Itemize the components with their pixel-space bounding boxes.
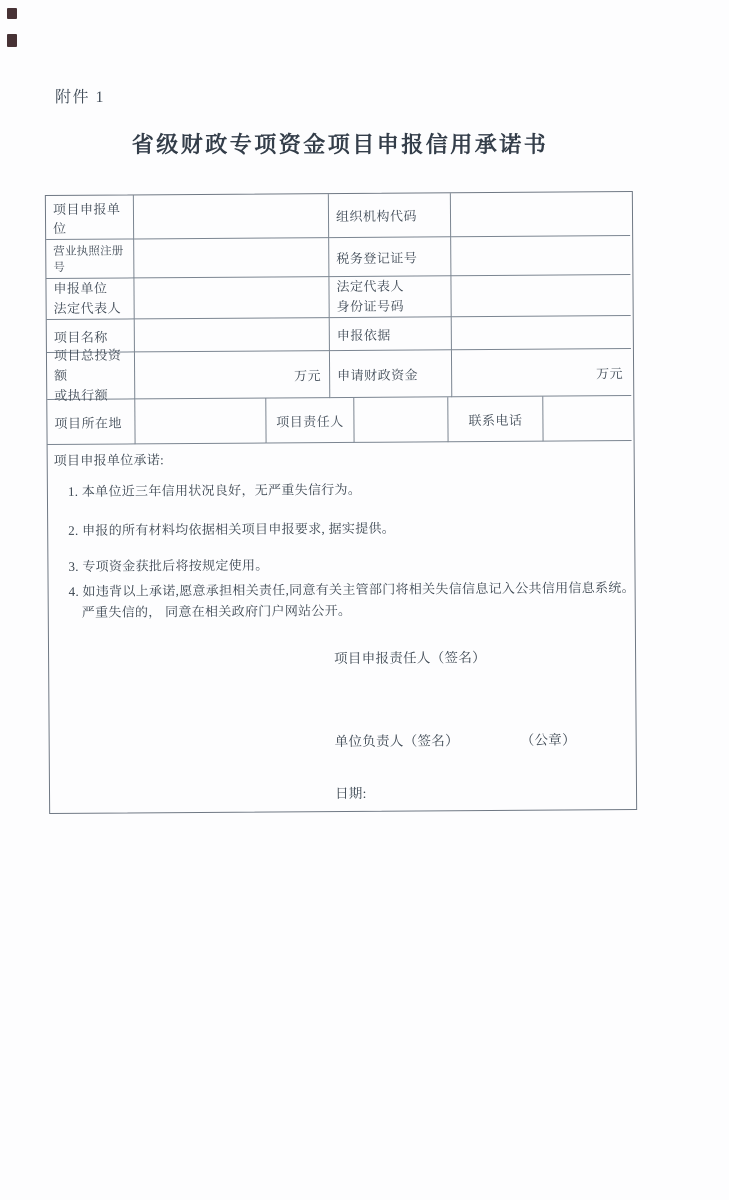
label-line: 法定代表人 xyxy=(53,300,122,317)
value-business-license-no xyxy=(134,238,329,278)
commitment-item-4: 4. 如违背以上承诺,愿意承担相关责任,同意有关主管部门将相关失信信息记入公共信用信息系统。 xyxy=(68,579,635,599)
label-representative-id-number xyxy=(329,276,451,318)
value-total-investment-unit: 万元 xyxy=(135,351,330,399)
value-project-applicant xyxy=(134,194,329,239)
label-legal-representative xyxy=(46,278,134,320)
value-project-manager xyxy=(354,397,448,443)
value-requested-fiscal-funds-unit: 万元 xyxy=(452,349,631,397)
label-contact-phone: 联系电话 xyxy=(448,397,543,443)
value-project-location xyxy=(135,399,266,445)
attachment-label: 附件 1 xyxy=(55,89,106,106)
label-project-manager: 项目责任人 xyxy=(266,398,354,444)
label-project-location: 项目所在地 xyxy=(47,399,135,445)
page-title: 省级财政专项资金项目申报信用承诺书 xyxy=(131,132,549,157)
label-organization-code: 组织机构代码 xyxy=(329,193,451,238)
commitment-item-4-continued: 严重失信的， 同意在相关政府门户网站公开。 xyxy=(81,602,352,620)
label-total-investment xyxy=(47,347,135,403)
label-line: 申报单位 xyxy=(53,280,108,297)
label-tax-registration-no: 税务登记证号 xyxy=(329,237,451,277)
commitment-section xyxy=(48,441,635,811)
label-application-basis: 申报依据 xyxy=(330,317,452,351)
value-application-basis xyxy=(452,316,631,350)
label-line: 身份证号码 xyxy=(336,298,405,315)
value-contact-phone xyxy=(543,396,631,442)
label-requested-fiscal-funds: 申请财政资金 xyxy=(330,350,452,398)
signature-unit-leader: 单位负责人（签名） xyxy=(334,733,459,750)
value-project-name xyxy=(135,318,330,352)
label-project-applicant: 项目申报单位 xyxy=(46,195,134,240)
date-label: 日期: xyxy=(334,785,367,802)
value-representative-id-number xyxy=(451,275,630,317)
commitment-item-3: 3. 专项资金获批后将按规定使用。 xyxy=(68,557,269,574)
value-tax-registration-no xyxy=(451,236,630,276)
commitment-item-1: 1. 本单位近三年信用状况良好，无严重失信行为。 xyxy=(67,481,362,499)
value-organization-code xyxy=(451,192,630,237)
commitment-heading: 项目申报单位承诺: xyxy=(53,452,165,469)
scan-artifact-mark xyxy=(7,8,17,19)
label-line: 法定代表人 xyxy=(336,278,405,295)
label-line: 或执行额 xyxy=(54,387,109,403)
label-project-name: 项目名称 xyxy=(47,319,135,353)
value-legal-representative xyxy=(134,277,329,319)
commitment-item-2: 2. 申报的所有材料均依据相关项目申报要求, 据实提供。 xyxy=(68,520,396,538)
official-seal-label: （公章） xyxy=(520,732,576,748)
label-business-license-no: 营业执照注册号 xyxy=(46,239,134,279)
application-form-table xyxy=(45,191,637,814)
scan-artifact-mark xyxy=(7,34,17,47)
label-line: 项目总投资额 xyxy=(53,347,122,383)
signature-responsible-person: 项目申报责任人（签名） xyxy=(334,649,486,667)
